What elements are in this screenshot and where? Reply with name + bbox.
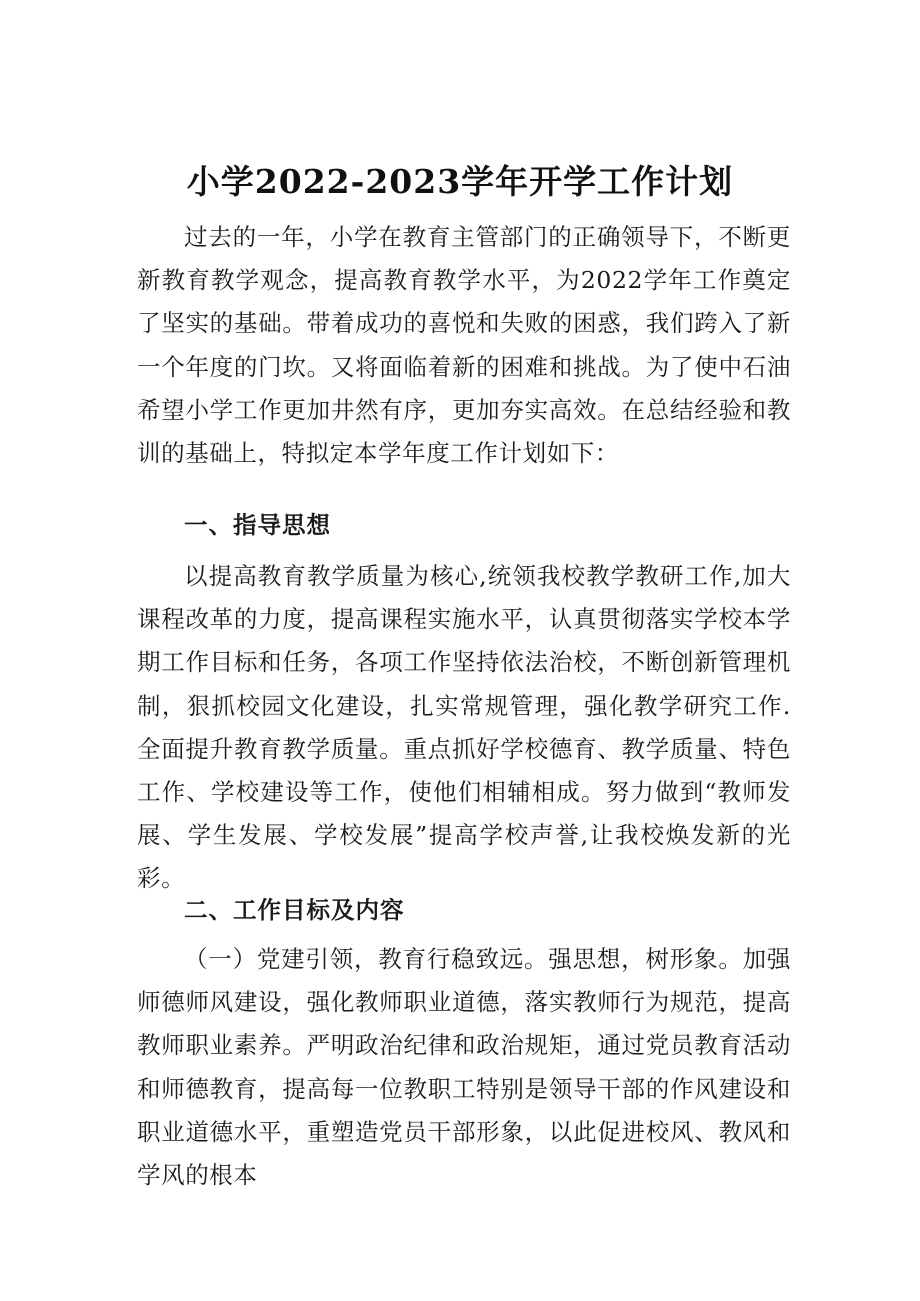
section-body-guiding-ideology: 以提高教育教学质量为核心,统领我校教学教研工作,加大课程改革的力度，提高课程实施水平，认真贯彻落实学校本学期工作目标和任务，各项工作坚持依法治校，不断创新管理机制，狠抓校园文化建设，扎实常规管理，强化教学研究工作.全面提升教育教学质量。重点抓好学校德育、教学质量、特色工作、学校建设等工作，使他们相辅相成。努力做到“教师发展、学生发展、学校发展”提高学校声誉,让我校焕发新的光彩。 [137,562,791,893]
intro-paragraph: 过去的一年，小学在教育主管部门的正确领导下，不断更新教育教学观念，提高教育教学水平，为2022学年工作奠定了坚实的基础。带着成功的喜悦和失败的困惑，我们跨入了新一个年度的门坎。又将面临着新的困难和挑战。为了使中石油希望小学工作更加井然有序，更加夯实高效。在总结经验和教训的基础上，特拟定本学年度工作计划如下： [137,223,791,468]
section-heading-guiding-ideology: 一、指导思想 [184,511,331,539]
section-body-work-goals: （一）党建引领，教育行稳致远。强思想，树形象。加强师德师风建设，强化教师职业道德，落实教师行为规范，提高教师职业素养。严明政治纪律和政治规矩，通过党员教育活动和师德教育，提高每一位教职工特别是领导干部的作风建设和职业道德水平，重塑造党员干部形象，以此促进校风、教风和学风的根本 [137,945,791,1190]
document-title: 小学2022-2023学年开学工作计划 [186,162,734,202]
section-heading-work-goals: 二、工作目标及内容 [184,896,405,924]
